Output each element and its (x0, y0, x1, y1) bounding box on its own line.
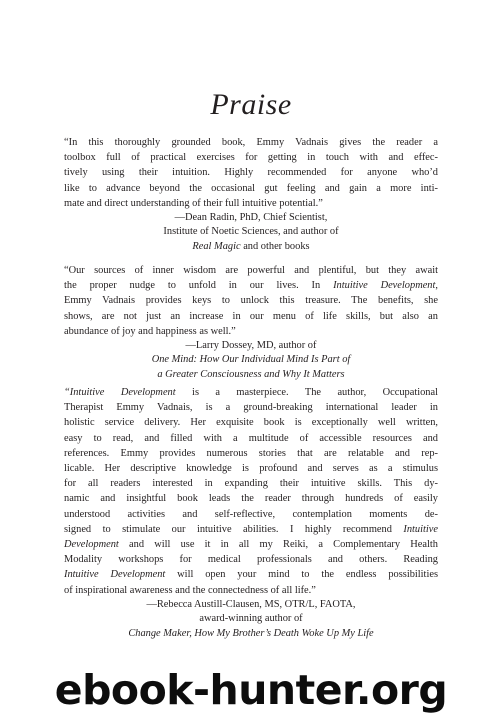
attribution-work: Change Maker, How My Brother’s Death Woke Up My Life (128, 627, 374, 639)
book-title: Intuitive Development (333, 280, 436, 292)
quote-line: mate and direct understanding of their full intuitive potential.” (64, 197, 323, 209)
quote-line: namic and insightful book leads the reader through hundreds of easily (64, 493, 438, 505)
attribution-work (64, 240, 438, 254)
attribution-affiliation: Institute of Noetic Sciences, and author of (163, 226, 339, 238)
quote-line: holistic service delivery. Her exquisite book is exceptionally well written, (64, 417, 438, 429)
quote-line (64, 567, 438, 582)
work-title: Real Magic (192, 240, 241, 252)
quote-line: of inspirational awareness and the connectedness of all life.” (64, 584, 316, 596)
quote-line (64, 385, 438, 400)
quote-line (64, 522, 438, 537)
line-text: is a masterpiece. The author, Occupational (175, 387, 438, 398)
book-title: Development (64, 539, 119, 551)
work-suffix: and other books (240, 240, 310, 252)
quote-line: “Our sources of inner wisdom are powerful and plentiful, but they await (64, 265, 438, 276)
attribution-name: —Rebecca Austill-Clausen, MS, OTR/L, FAOTA, (146, 598, 356, 610)
quote-attribution (64, 598, 438, 641)
quote-line: abundance of joy and happiness as well.” (64, 325, 236, 337)
book-title: “Intuitive Development (64, 387, 176, 398)
quote-line: easy to read, and filled with a multitude of accessible resources and (64, 432, 438, 444)
quote-line: tively using their intuition. Highly recommended for anyone who’d (64, 167, 438, 179)
page-title: Praise (210, 88, 292, 121)
book-title: Intuitive Development (64, 569, 166, 581)
quote-line: “In this thoroughly grounded book, Emmy Vadnais gives the reader a (64, 137, 438, 148)
quote-body (64, 263, 438, 339)
praise-quote-3 (64, 385, 438, 641)
quote-line (64, 537, 438, 552)
quote-attribution (64, 211, 438, 254)
watermark-text: ebook-hunter.org (54, 666, 448, 714)
attribution-credential: award-winning author of (199, 613, 303, 625)
praise-quote-2 (64, 263, 438, 382)
quote-line: for all readers interested in expanding their intuitive skills. This dy- (64, 478, 438, 490)
quote-body (64, 135, 438, 211)
book-title: Intuitive (403, 523, 438, 535)
quote-line (64, 278, 438, 293)
quote-line: understood activities and self-reflective, contemplation moments de- (64, 508, 438, 520)
quote-attribution (64, 339, 438, 382)
line-text: , (435, 280, 438, 292)
attribution-name: —Dean Radin, PhD, Chief Scientist, (174, 212, 328, 224)
quote-line: Emmy Vadnais provides keys to unlock this treasure. The benefits, she (64, 295, 438, 307)
quote-line: Modality workshops for medical professionals and others. Reading (64, 554, 438, 566)
line-text: signed to stimulate our intuitive abilities. I highly recommend (64, 523, 404, 535)
line-text: will open your mind to the endless possibilities (165, 569, 438, 581)
quote-line: Therapist Emmy Vadnais, is a ground-breaking international leader in (64, 402, 438, 414)
attribution-work: a Greater Consciousness and Why It Matters (157, 368, 345, 380)
line-text: the proper nudge to unfold in our lives. In (64, 280, 334, 292)
quote-line: like to advance beyond the occasional gut feeling and gain a more inti- (64, 182, 438, 194)
quote-body (64, 385, 438, 598)
line-text: and will use it in all my Reiki, a Complementary Health (118, 539, 438, 551)
attribution-work: One Mind: How Our Individual Mind Is Part of (151, 354, 351, 366)
attribution-name: —Larry Dossey, MD, author of (185, 340, 317, 352)
praise-quote-1 (64, 135, 438, 254)
quote-line: toolbox full of practical exercises for getting in touch with and effec- (64, 152, 438, 164)
quote-line: licable. Her descriptive knowledge is profound and serves as a stimulus (64, 463, 438, 475)
quote-line: shows, are not just an increase in our menu of life skills, but also an (64, 310, 438, 322)
quote-line: references. Emmy provides numerous stories that are relatable and rep- (64, 447, 438, 459)
